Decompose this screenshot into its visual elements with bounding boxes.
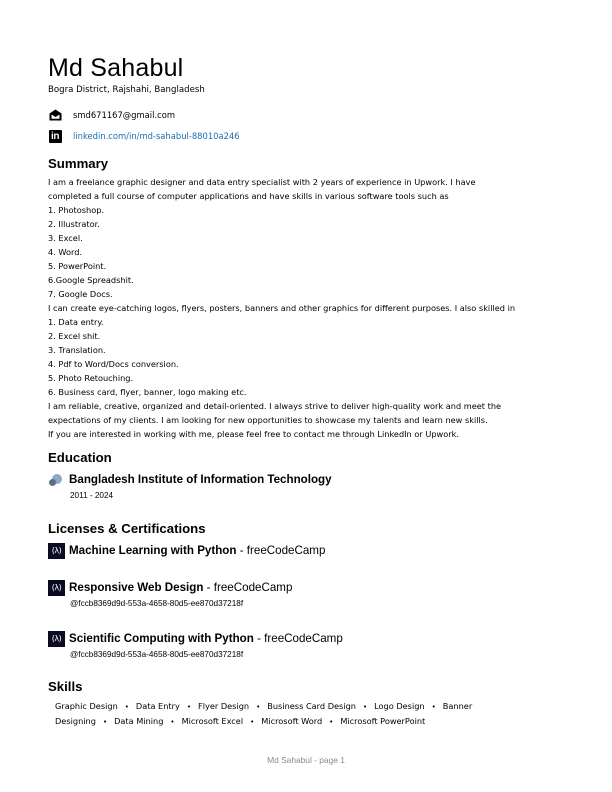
summary-line: completed a full course of computer applications and have skills in various software tools such as (48, 191, 449, 201)
education-years: 2011 - 2024 (70, 491, 114, 500)
candidate-location: Bogra District, Rajshahi, Bangladesh (48, 85, 205, 95)
certification-issuer: freeCodeCamp (264, 632, 343, 645)
certifications-heading: Licenses & Certifications (48, 521, 206, 536)
summary-line: expectations of my clients. I am looking for new opportunities to showcase my talents and learn new skills. (48, 415, 488, 425)
skill-separator: • (362, 703, 368, 711)
skill-separator: • (102, 718, 108, 726)
certification-separator: - (253, 632, 265, 645)
skill-item: Data Entry (135, 701, 180, 711)
skill-item: Microsoft Word (261, 716, 323, 726)
certification-item (48, 631, 343, 647)
summary-line: 1. Data entry. (48, 317, 104, 327)
school-logo-icon (48, 473, 63, 488)
certification-item (48, 580, 292, 596)
skills-line (55, 714, 565, 729)
page-footer: Md Sahabul - page 1 (267, 755, 345, 765)
certification-name: Machine Learning with Python (69, 544, 237, 557)
credential-id: @fccb8369d9d-553a-4658-80d5-ee870d37218f (70, 599, 244, 608)
summary-line: 4. Pdf to Word/Docs conversion. (48, 359, 179, 369)
certification-name: Scientific Computing with Python (69, 632, 254, 645)
certification-title (69, 543, 325, 559)
skill-item: Business Card Design (267, 701, 356, 711)
linkedin-icon: in (48, 129, 62, 143)
skill-separator: • (256, 703, 261, 711)
skill-separator: • (186, 703, 191, 711)
skill-item: Graphic Design (55, 701, 118, 711)
envelope-icon (48, 108, 62, 122)
education-item (48, 472, 332, 488)
freecodecamp-logo-icon: (λ) (48, 543, 65, 559)
skill-separator: • (170, 718, 175, 726)
skill-item: Logo Design (374, 701, 425, 711)
skill-item: Flyer Design (197, 701, 250, 711)
skill-separator: • (431, 703, 436, 711)
skills-line (55, 699, 565, 714)
summary-line: 3. Excel. (48, 233, 83, 243)
skill-separator: • (250, 718, 255, 726)
summary-line: 3. Translation. (48, 345, 106, 355)
linkedin-link[interactable]: linkedin.com/in/md-sahabul-88010a246 (73, 130, 240, 141)
school-name: Bangladesh Institute of Information Technology (69, 473, 332, 486)
skill-item: Banner (442, 701, 473, 711)
education-heading: Education (48, 450, 112, 465)
summary-line: 5. Photo Retouching. (48, 373, 134, 383)
summary-line: I can create eye-catching logos, flyers, posters, banners and other graphics for different purposes. I also skilled in (48, 303, 516, 313)
summary-line: 4. Word. (48, 247, 83, 257)
certification-issuer: freeCodeCamp (213, 581, 293, 594)
certification-title (69, 631, 343, 647)
skill-separator: • (329, 718, 334, 726)
summary-line: 1. Photoshop. (48, 205, 105, 215)
summary-line: 6. Business card, flyer, banner, logo making etc. (48, 387, 247, 397)
summary-line: I am reliable, creative, organized and detail-oriented. I always strive to deliver high-quality work and meet the (48, 401, 502, 411)
skill-item: Microsoft Excel (181, 716, 244, 726)
credential-id: @fccb8369d9d-553a-4658-80d5-ee870d37218f (70, 650, 244, 659)
skill-item: Data Mining (114, 716, 164, 726)
candidate-name: Md Sahabul (48, 54, 184, 82)
summary-line: 6.Google Spreadshit. (48, 275, 134, 285)
summary-line: If you are interested in working with me, please feel free to contact me through LinkedIn or Upwork. (48, 429, 459, 439)
freecodecamp-logo-icon: (λ) (48, 580, 65, 596)
contact-linkedin[interactable] (48, 128, 240, 144)
certification-separator: - (203, 581, 214, 594)
summary-body (48, 175, 568, 441)
summary-line: 7. Google Docs. (48, 289, 113, 299)
skill-item: Microsoft PowerPoint (340, 716, 426, 726)
email-text: smd671167@gmail.com (73, 109, 175, 120)
summary-line: I am a freelance graphic designer and data entry specialist with 2 years of experience in Upwork. I have (48, 177, 476, 187)
summary-line: 2. Excel shit. (48, 331, 101, 341)
certification-issuer: freeCodeCamp (246, 544, 326, 557)
summary-line: 2. Illustrator. (48, 219, 100, 229)
certification-title (69, 580, 292, 596)
skill-separator: • (124, 703, 129, 711)
contact-email (48, 107, 175, 123)
skills-heading: Skills (48, 679, 83, 694)
certification-name: Responsive Web Design (69, 581, 204, 594)
freecodecamp-logo-icon: (λ) (48, 631, 65, 647)
certification-item (48, 543, 325, 559)
summary-heading: Summary (48, 156, 109, 171)
skills-list (55, 699, 565, 729)
summary-line: 5. PowerPoint. (48, 261, 107, 271)
skill-item: Designing (55, 716, 96, 726)
certification-separator: - (236, 544, 247, 557)
